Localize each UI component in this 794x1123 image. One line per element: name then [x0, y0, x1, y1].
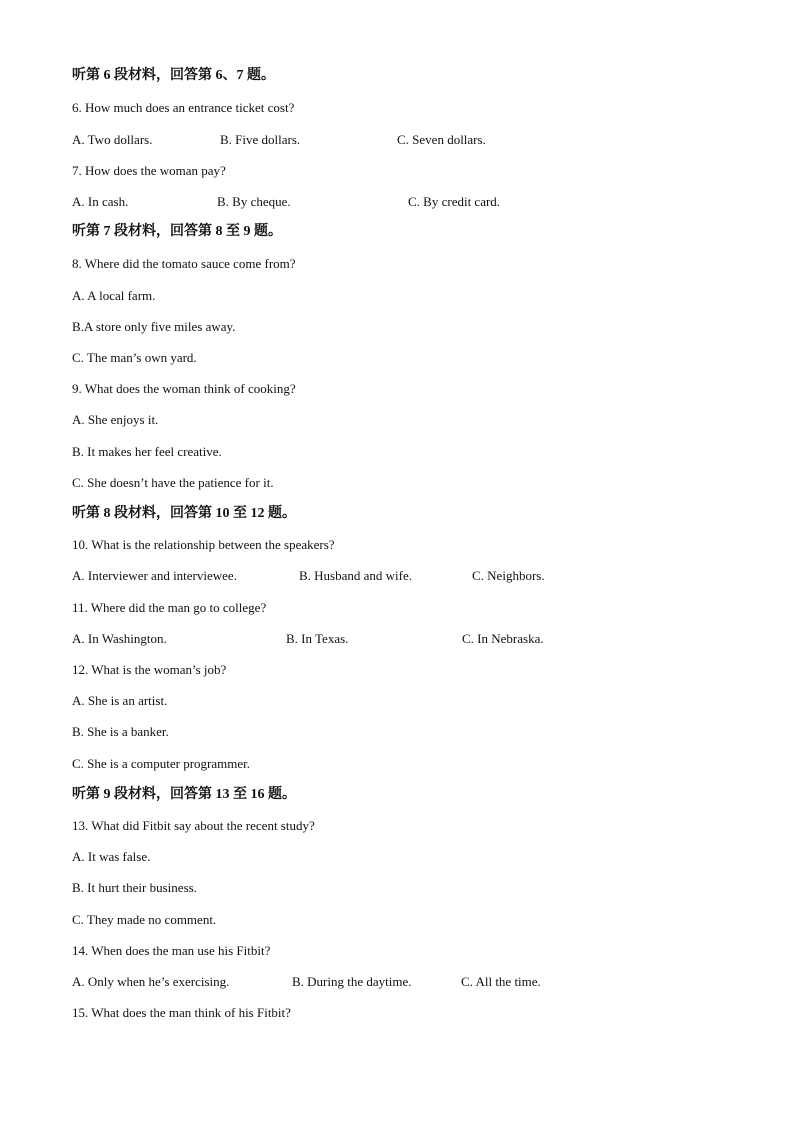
option-6b: B. Five dollars. [220, 132, 301, 147]
option-7b: B. By cheque. [217, 194, 291, 209]
option-14b: B. During the daytime. [292, 974, 412, 989]
option-11b: B. In Texas. [286, 631, 349, 646]
question-11: 11. Where did the man go to college? [72, 600, 267, 615]
option-12c: C. She is a computer programmer. [72, 756, 250, 771]
question-15: 15. What does the man think of his Fitbit? [72, 1005, 291, 1020]
option-8b: B.A store only five miles away. [72, 319, 236, 334]
question-7: 7. How does the woman pay? [72, 163, 226, 178]
option-12b: B. She is a banker. [72, 724, 169, 739]
section-heading-9: 听第 9 段材料，回答第 13 至 16 题。 [72, 787, 296, 802]
option-8a: A. A local farm. [72, 288, 156, 303]
option-7a: A. In cash. [72, 194, 129, 209]
question-9: 9. What does the woman think of cooking? [72, 381, 296, 396]
option-9c: C. She doesn’t have the patience for it. [72, 475, 274, 490]
question-8: 8. Where did the tomato sauce come from? [72, 256, 296, 271]
question-12: 12. What is the woman’s job? [72, 662, 227, 677]
option-13b: B. It hurt their business. [72, 880, 197, 895]
question-13: 13. What did Fitbit say about the recent study? [72, 818, 315, 833]
option-10b: B. Husband and wife. [299, 568, 413, 583]
section-heading-8: 听第 8 段材料，回答第 10 至 12 题。 [72, 506, 296, 521]
option-13a: A. It was false. [72, 849, 151, 864]
section-heading-7: 听第 7 段材料，回答第 8 至 9 题。 [72, 224, 282, 239]
option-8c: C. The man’s own yard. [72, 350, 197, 365]
question-6: 6. How much does an entrance ticket cost? [72, 100, 295, 115]
option-10a: A. Interviewer and interviewee. [72, 568, 237, 583]
option-12a: A. She is an artist. [72, 693, 168, 708]
option-6c: C. Seven dollars. [397, 132, 486, 147]
question-10: 10. What is the relationship between the speakers? [72, 537, 335, 552]
option-10c: C. Neighbors. [472, 568, 545, 583]
option-11a: A. In Washington. [72, 631, 167, 646]
option-9b: B. It makes her feel creative. [72, 444, 222, 459]
option-11c: C. In Nebraska. [462, 631, 544, 646]
option-7c: C. By credit card. [408, 194, 501, 209]
question-14: 14. When does the man use his Fitbit? [72, 943, 271, 958]
section-heading-6: 听第 6 段材料，回答第 6、7 题。 [72, 68, 275, 83]
option-14a: A. Only when he’s exercising. [72, 974, 230, 989]
option-13c: C. They made no comment. [72, 912, 217, 927]
option-14c: C. All the time. [461, 974, 541, 989]
option-9a: A. She enjoys it. [72, 412, 159, 427]
option-6a: A. Two dollars. [72, 132, 153, 147]
